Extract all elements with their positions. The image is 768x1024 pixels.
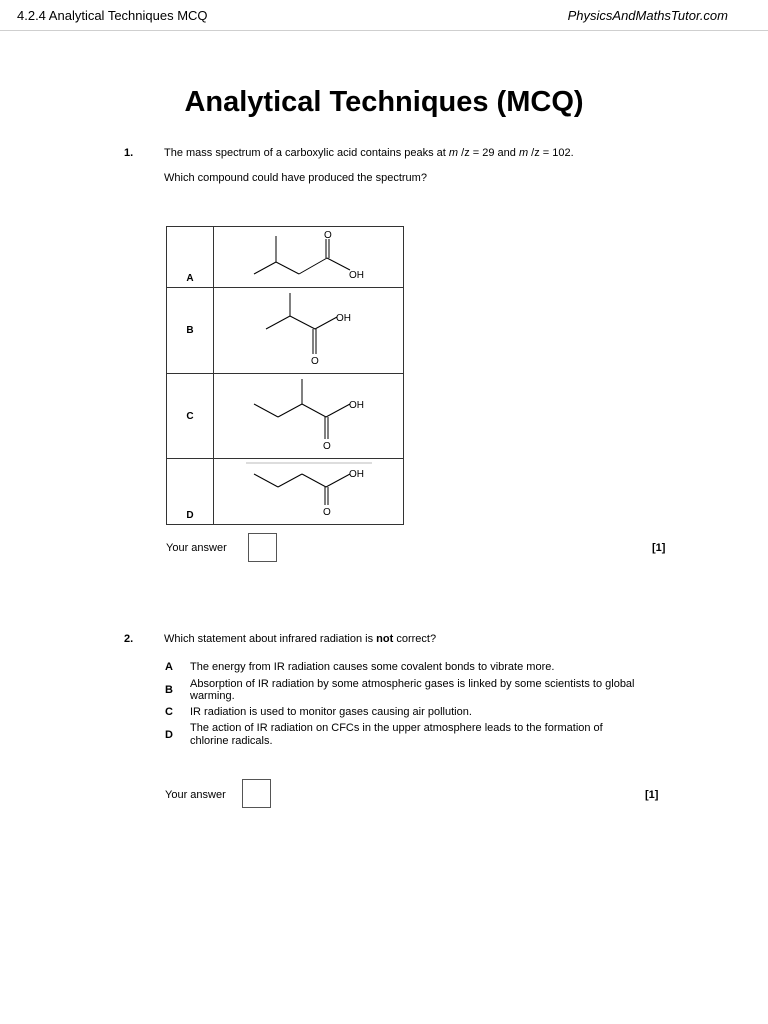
hydroxyl-a: OH xyxy=(349,270,364,281)
structure-a-skeletal-formula xyxy=(214,227,403,282)
carbonyl-oxygen-c: O xyxy=(323,441,331,452)
option-letter-d: D xyxy=(167,459,214,525)
q2-option-a-text: The energy from IR radiation causes some covalent bonds to vibrate more. xyxy=(190,661,555,673)
question-1-prompt: Which compound could have produced the spectrum? xyxy=(164,172,427,184)
structures-table xyxy=(166,226,404,525)
q2-option-d-text-line1: The action of IR radiation on CFCs in the upper atmosphere leads to the formation of xyxy=(190,722,603,734)
page-title: Analytical Techniques (MCQ) xyxy=(184,86,584,118)
q2-option-b-text-line2: warming. xyxy=(190,690,235,702)
hydroxyl-d: OH xyxy=(349,469,364,480)
question-2-marks: [1] xyxy=(645,789,659,801)
structure-d-skeletal-formula xyxy=(214,459,403,519)
q2-option-letter-b: B xyxy=(165,684,173,696)
question-2-answer-label: Your answer xyxy=(165,789,226,801)
structure-a xyxy=(214,227,404,288)
q2-option-letter-c: C xyxy=(165,706,173,718)
option-letter-a: A xyxy=(167,227,214,288)
question-2-stem-post: correct? xyxy=(393,633,437,645)
option-row-d xyxy=(167,459,404,525)
option-row-a xyxy=(167,227,404,288)
option-letter-b: B xyxy=(167,288,214,374)
q2-option-letter-d: D xyxy=(165,729,173,741)
question-2-stem-pre: Which statement about infrared radiation is xyxy=(164,633,377,645)
question-2-answer-box[interactable] xyxy=(242,779,271,808)
option-letter-c: C xyxy=(167,374,214,459)
mz-value-2: /z = 102. xyxy=(528,147,574,159)
header-site-name: PhysicsAndMathsTutor.com xyxy=(567,8,728,23)
question-2-stem xyxy=(164,633,436,645)
mz-m-1: m xyxy=(448,147,459,159)
structure-b xyxy=(214,288,404,374)
q2-option-d-text-line2: chlorine radicals. xyxy=(190,735,273,747)
question-1-marks: [1] xyxy=(652,542,666,554)
q2-option-letter-a: A xyxy=(165,661,173,673)
q2-option-b-text-line1: Absorption of IR radiation by some atmospheric gases is linked by some scientists to global xyxy=(190,678,635,690)
option-row-b xyxy=(167,288,404,374)
question-1-answer-box[interactable] xyxy=(248,533,277,562)
q2-option-c-text: IR radiation is used to monitor gases causing air pollution. xyxy=(190,706,472,718)
question-2-stem-emphasis: not xyxy=(376,633,394,645)
structure-c xyxy=(214,374,404,459)
header-divider xyxy=(0,30,768,31)
option-row-c xyxy=(167,374,404,459)
question-1-stem-text: The mass spectrum of a carboxylic acid contains peaks at xyxy=(164,147,449,159)
mz-m-2: m xyxy=(518,147,529,159)
hydroxyl-b: OH xyxy=(336,313,351,324)
question-2-number: 2. xyxy=(124,633,134,645)
carbonyl-oxygen-a: O xyxy=(324,230,332,241)
structure-c-skeletal-formula xyxy=(214,374,403,453)
question-1-answer-label: Your answer xyxy=(166,542,227,554)
structure-d xyxy=(214,459,404,525)
header-left-title: 4.2.4 Analytical Techniques MCQ xyxy=(17,8,208,23)
mz-value-1: /z = 29 and xyxy=(458,147,519,159)
carbonyl-oxygen-d: O xyxy=(323,507,331,518)
structure-b-skeletal-formula xyxy=(214,288,403,368)
question-1-number: 1. xyxy=(124,147,134,159)
hydroxyl-c: OH xyxy=(349,400,364,411)
question-1-stem xyxy=(164,147,574,159)
carbonyl-oxygen-b: O xyxy=(311,356,319,367)
